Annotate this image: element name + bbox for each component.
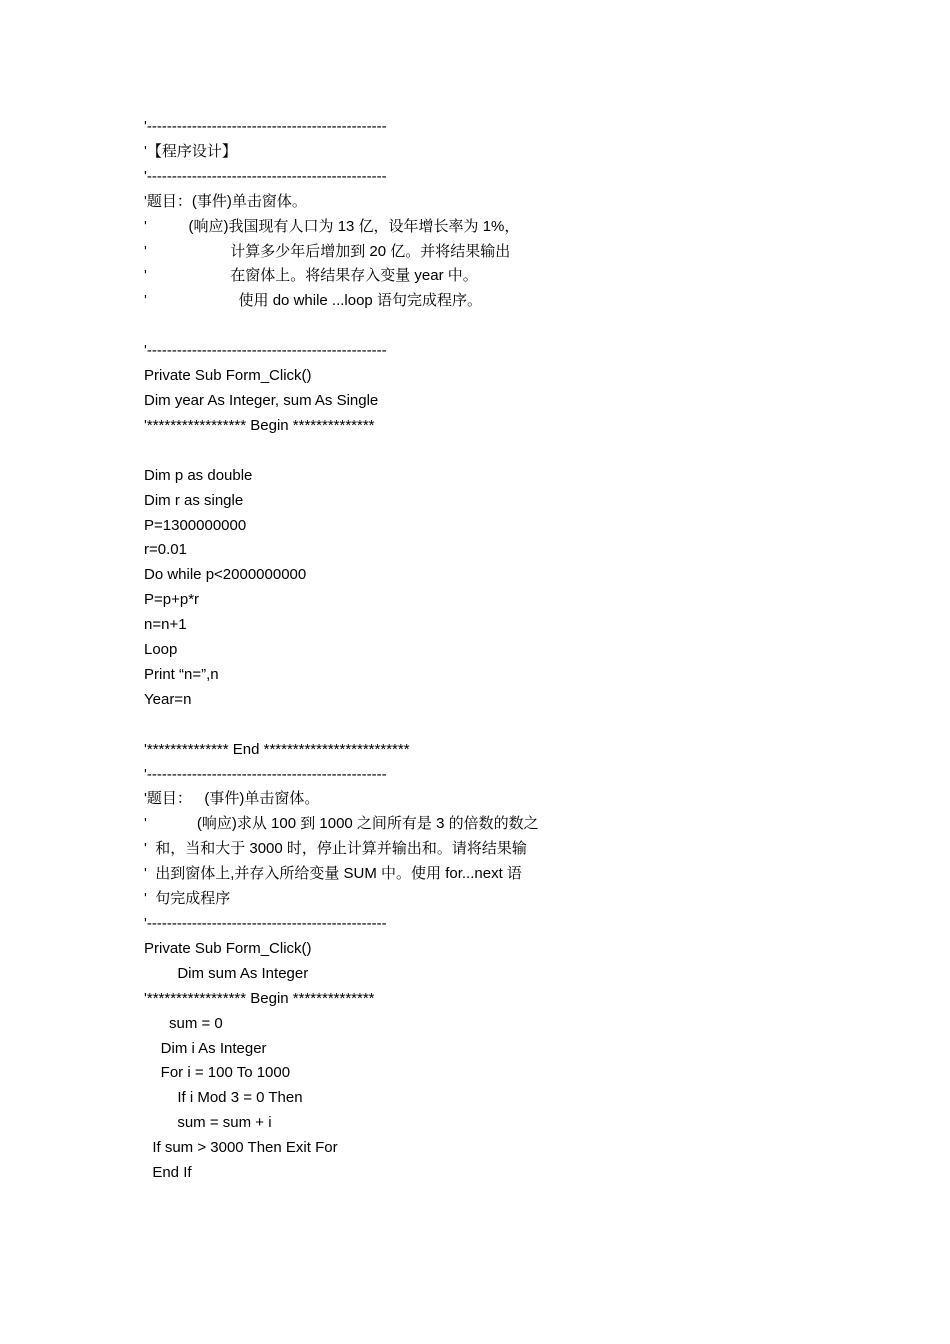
separator-line: '------------------------------------------------ xyxy=(144,765,387,783)
blank-line xyxy=(144,314,844,339)
problem-1-text: ' (响应)我国现有人口为 13 亿，设年增长率为 1%， xyxy=(144,217,520,235)
code-line: Loop xyxy=(144,641,178,659)
code-line: n=n+1 xyxy=(144,616,187,634)
section-heading: '【程序设计】 xyxy=(144,142,237,160)
separator-line: '------------------------------------------------ xyxy=(144,915,387,932)
code-line: Dim p as double xyxy=(144,466,253,484)
end-marker: '************** End ************************* xyxy=(144,740,410,758)
code-line: sum = 0 xyxy=(144,1014,223,1032)
code-line: If sum > 3000 Then Exit For xyxy=(144,1139,338,1157)
code-line: Dim year As Integer, sum As Single xyxy=(144,391,379,409)
code-line: Private Sub Form_Click() xyxy=(144,939,312,957)
code-line: End If xyxy=(144,1164,192,1182)
code-line: P=1300000000 xyxy=(144,516,247,534)
code-line: Private Sub Form_Click() xyxy=(144,367,312,385)
problem-1-text: ' 在窗体上。将结果存入变量 year 中。 xyxy=(144,267,478,285)
problem-1-text: ' 计算多少年后增加到 20 亿。并将结果输出 xyxy=(144,242,511,260)
blank-line xyxy=(144,439,844,464)
code-line: Print “n=”,n xyxy=(144,665,219,683)
code-line: If i Mod 3 = 0 Then xyxy=(144,1089,303,1107)
problem-2-text: ' 出到窗体上,并存入所给变量 SUM 中。使用 for...next 语 xyxy=(144,865,522,883)
code-line: Dim r as single xyxy=(144,491,244,509)
code-listing xyxy=(144,115,844,1186)
code-line: r=0.01 xyxy=(144,541,187,559)
problem-2-title: '题目： (事件)单击窗体。 xyxy=(144,790,320,808)
code-line: Year=n xyxy=(144,690,192,708)
problem-2-text: ' (响应)求从 100 到 1000 之间所有是 3 的倍数的数之 xyxy=(144,815,539,833)
separator-line: '------------------------------------------------ xyxy=(144,118,387,135)
begin-marker: '***************** Begin ************** xyxy=(144,989,375,1007)
code-line: For i = 100 To 1000 xyxy=(144,1064,291,1082)
problem-2-text: ' 句完成程序 xyxy=(144,890,231,908)
code-line: P=p+p*r xyxy=(144,591,200,609)
separator-line: '------------------------------------------------ xyxy=(144,342,387,360)
begin-marker: '***************** Begin ************** xyxy=(144,416,375,434)
code-line: Dim sum As Integer xyxy=(144,964,309,982)
problem-2-text: ' 和，当和大于 3000 时，停止计算并输出和。请将结果输 xyxy=(144,840,527,858)
code-line: sum = sum + i xyxy=(144,1114,272,1132)
separator-line: '------------------------------------------------ xyxy=(144,167,387,185)
problem-1-title: '题目：(事件)单击窗体。 xyxy=(144,192,307,210)
problem-1-text: ' 使用 do while ...loop 语句完成程序。 xyxy=(144,292,482,310)
code-line: Dim i As Integer xyxy=(144,1039,267,1057)
blank-line xyxy=(144,713,844,738)
code-line: Do while p<2000000000 xyxy=(144,566,307,584)
